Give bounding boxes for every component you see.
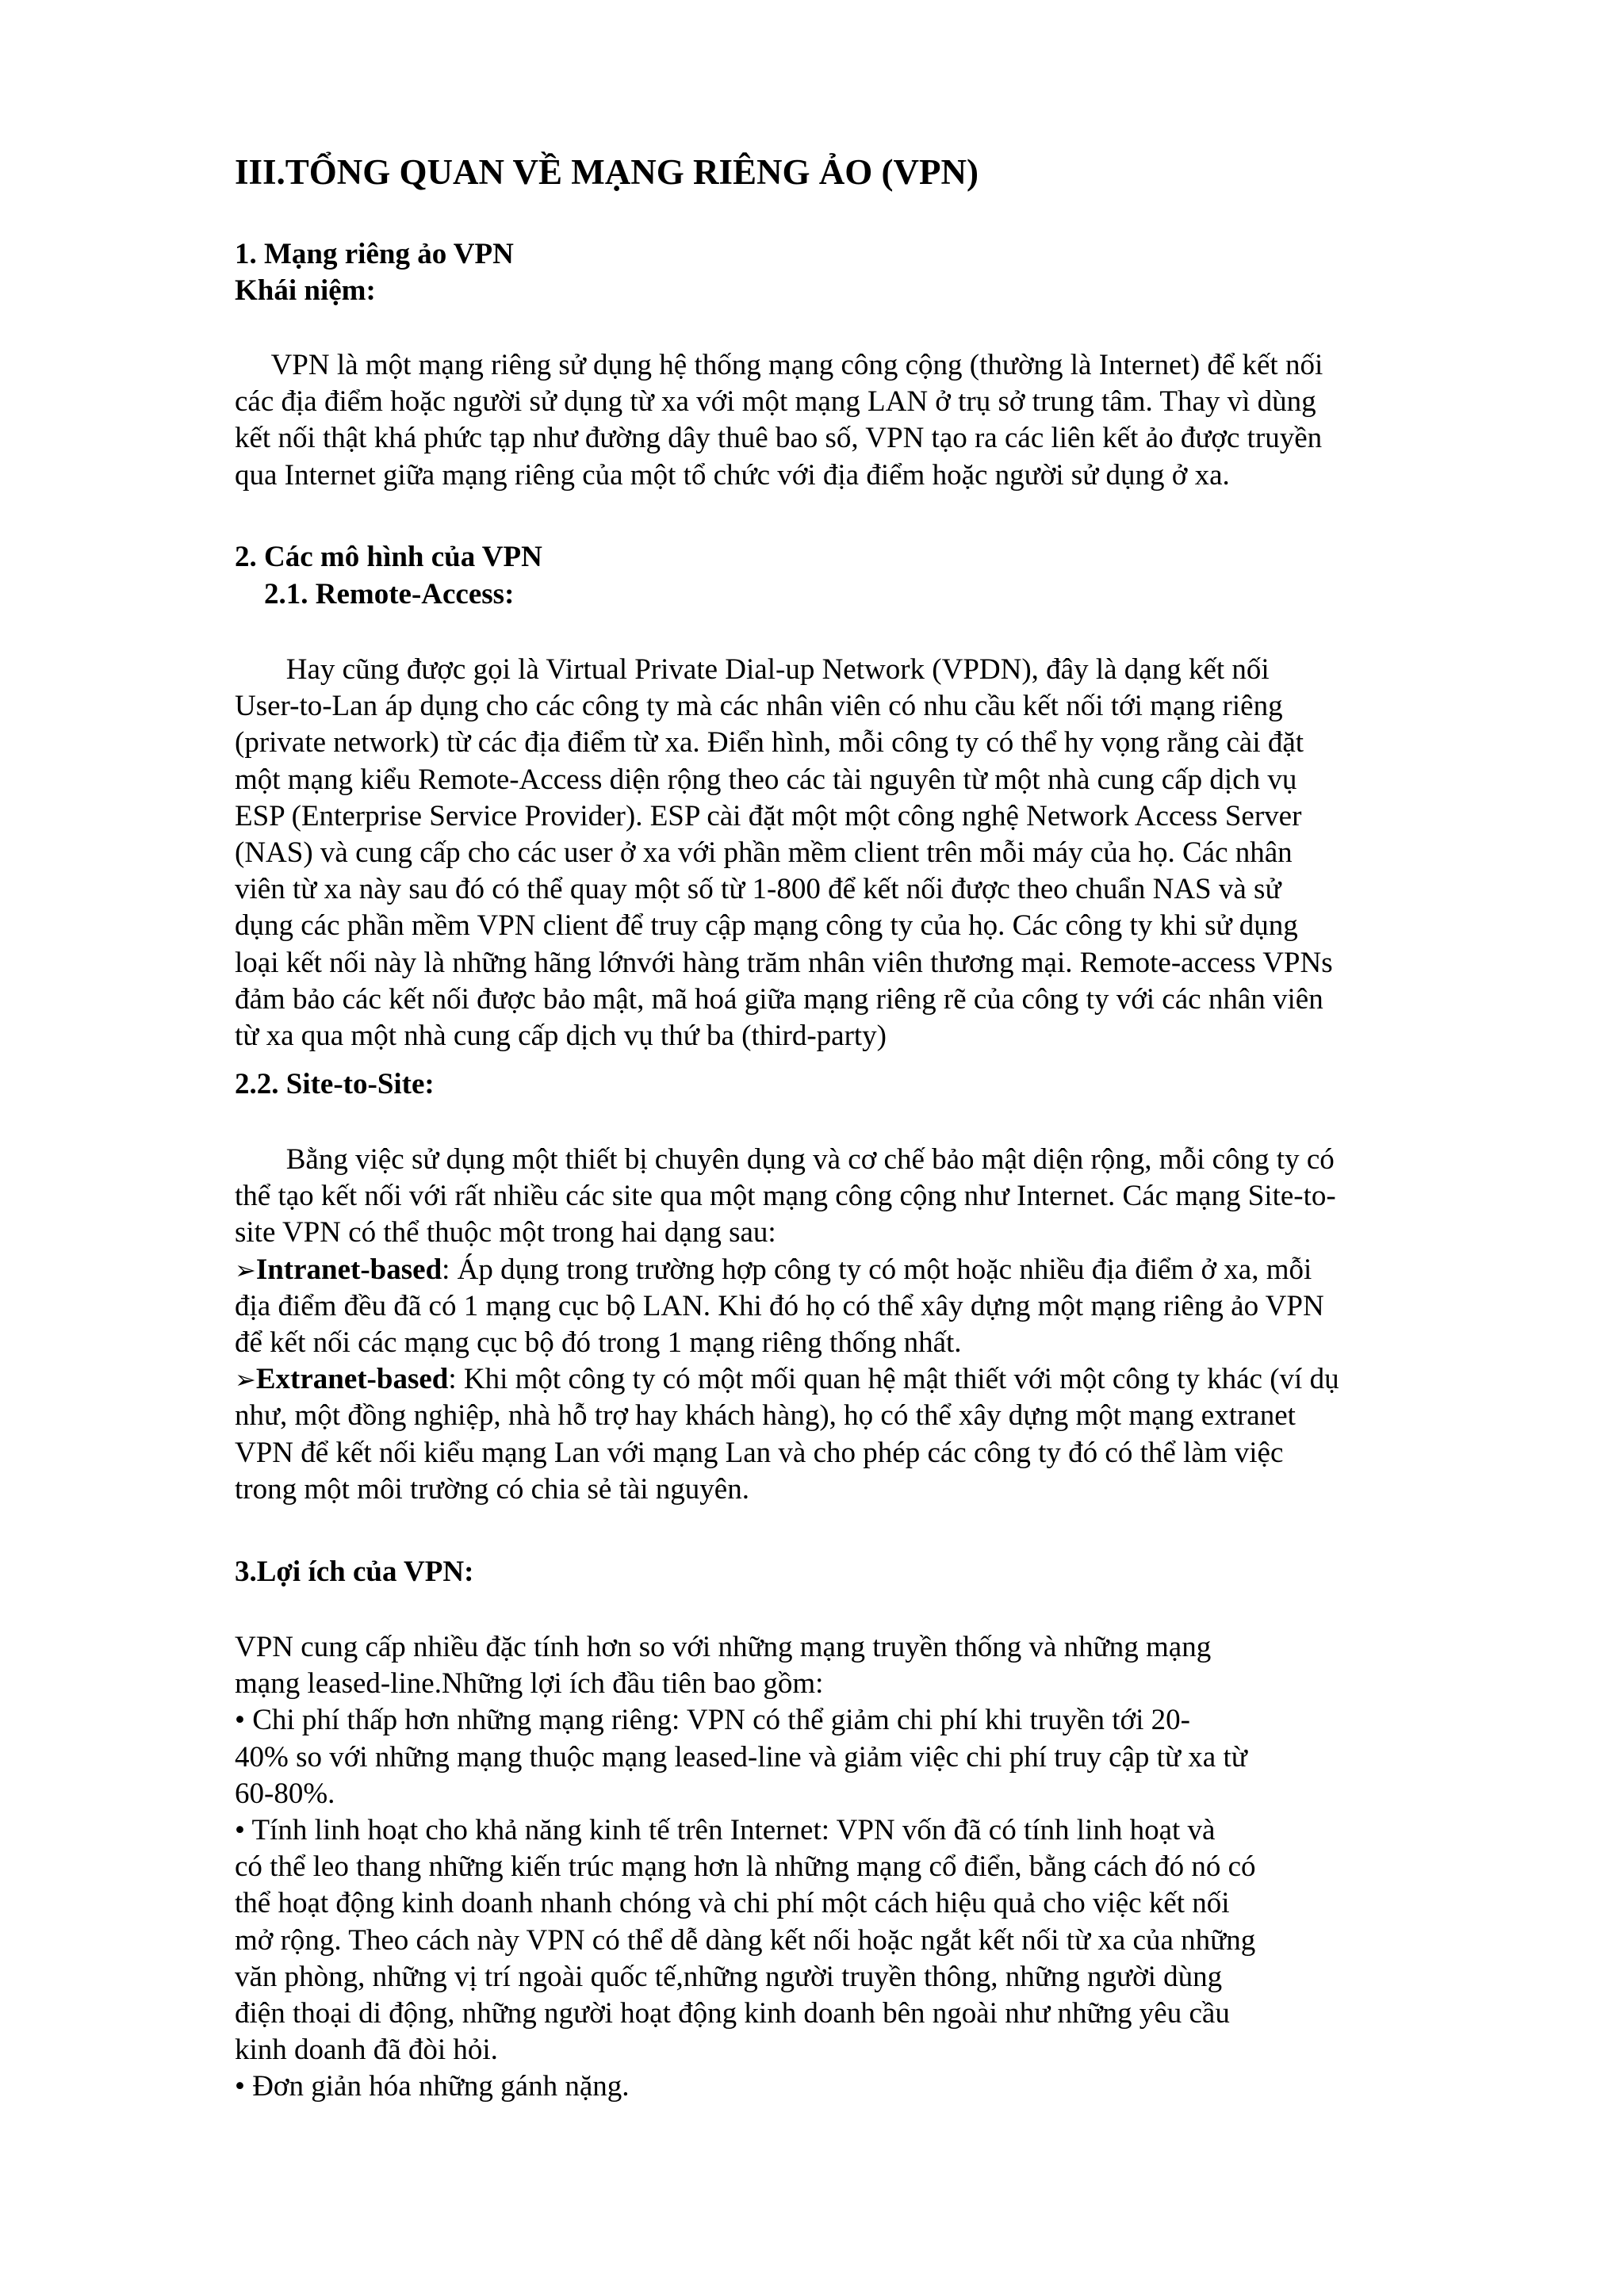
document-title: III.TỔNG QUAN VỀ MẠNG RIÊNG ẢO (VPN) <box>235 152 979 192</box>
text-line: Hay cũng được gọi là Virtual Private Dial-up Network (VPDN), đây là dạng kết nối <box>235 653 1270 686</box>
text-line: ESP (Enterprise Service Provider). ESP cài đặt một một công nghệ Network Access Server <box>235 799 1302 832</box>
text-line: site VPN có thể thuộc một trong hai dạng sau: <box>235 1216 776 1249</box>
text-line: User-to-Lan áp dụng cho các công ty mà các nhân viên có nhu cầu kết nối tới mạng riêng <box>235 690 1283 723</box>
text-line: kinh doanh đã đòi hỏi. <box>235 2034 498 2067</box>
text-line: để kết nối các mạng cục bộ đó trong 1 mạng riêng thống nhất. <box>235 1326 962 1360</box>
text-line: một mạng kiểu Remote-Access diện rộng theo các tài nguyên từ một nhà cung cấp dịch vụ <box>235 763 1297 796</box>
text-line: các địa điểm hoặc người sử dụng từ xa với một mạng LAN ở trụ sở trung tâm. Thay vì dùng <box>235 385 1316 419</box>
section-1-heading: 1. Mạng riêng ảo VPN <box>235 238 514 270</box>
extranet-bullet-first-line <box>235 1361 1472 1398</box>
text-line: • Tính linh hoạt cho khả năng kinh tế trên Internet: VPN vốn đã có tính linh hoạt và <box>235 1814 1216 1847</box>
text-line: 60-80%. <box>235 1777 335 1810</box>
section-2-1-heading: 2.1. Remote-Access: <box>264 578 515 610</box>
intranet-bullet-first-line <box>235 1252 1472 1288</box>
text-line: văn phòng, những vị trí ngoài quốc tế,những người truyền thông, những người dùng <box>235 1960 1223 1993</box>
text-line: trong một môi trường có chia sẻ tài nguyên. <box>235 1472 749 1506</box>
benefits-paragraph <box>235 1629 1472 2106</box>
text-line: qua Internet giữa mạng riêng của một tổ chức với địa điểm hoặc người sử dụng ở xa. <box>235 458 1230 492</box>
text-line: viên từ xa này sau đó có thể quay một số từ 1-800 để kết nối được theo chuẩn NAS và sử <box>235 873 1281 906</box>
text-line: kết nối thật khá phức tạp như đường dây thuê bao số, VPN tạo ra các liên kết ảo được truyền <box>235 422 1323 455</box>
text-line: đảm bảo các kết nối được bảo mật, mã hoá giữa mạng riêng rẽ của công ty với các nhân viên <box>235 982 1323 1016</box>
arrow-bullet-icon: ➢ <box>235 1364 256 1395</box>
extranet-term: Extranet-based <box>255 1363 449 1396</box>
text-line: (private network) từ các địa điểm từ xa. Điển hình, mỗi công ty có thể hy vọng rằng cài đặt <box>235 726 1304 760</box>
text-line: mạng leased-line.Những lợi ích đầu tiên bao gồm: <box>235 1667 824 1701</box>
text-line: có thể leo thang những kiến trúc mạng hơn là những mạng cổ điển, bằng cách đó nó có <box>235 1850 1256 1884</box>
text-line: dụng các phần mềm VPN client để truy cập mạng công ty của họ. Các công ty khi sử dụng <box>235 909 1298 943</box>
text-line: thể tạo kết nối với rất nhiều các site qua một mạng công cộng như Internet. Các mạng Site-to- <box>235 1180 1336 1213</box>
text-line: địa điểm đều đã có 1 mạng cục bộ LAN. Khi đó họ có thể xây dựng một mạng riêng ảo VPN <box>235 1289 1324 1322</box>
concept-subheading: Khái niệm: <box>235 274 376 307</box>
text-line: loại kết nối này là những hãng lớnvới hàng trăm nhân viên thương mại. Remote-access VPNs <box>235 946 1333 979</box>
text-line: thể hoạt động kinh doanh nhanh chóng và chi phí một cách hiệu quả cho việc kết nối <box>235 1887 1230 1920</box>
concept-paragraph <box>235 347 1472 494</box>
remote-access-paragraph <box>235 652 1472 1054</box>
text-line: Bằng việc sử dụng một thiết bị chuyên dụng và cơ chế bảo mật diện rộng, mỗi công ty có <box>235 1143 1335 1176</box>
text-line: 40% so với những mạng thuộc mạng leased-line và giảm việc chi phí truy cập từ xa từ <box>235 1740 1247 1774</box>
section-2-heading: 2. Các mô hình của VPN <box>235 541 542 573</box>
extranet-text: : Khi một công ty có một mối quan hệ mật thiết với một công ty khác (ví dụ <box>448 1363 1339 1396</box>
text-line: VPN để kết nối kiểu mạng Lan với mạng Lan và cho phép các công ty đó có thể làm việc <box>235 1436 1284 1469</box>
text-line: • Chi phí thấp hơn những mạng riêng: VPN có thể giảm chi phí khi truyền tới 20- <box>235 1704 1190 1737</box>
section-2-2-heading: 2.2. Site-to-Site: <box>235 1068 435 1100</box>
section-3-heading: 3.Lợi ích của VPN: <box>235 1556 474 1588</box>
site-to-site-paragraph <box>235 1142 1472 1508</box>
intranet-term: Intranet-based <box>255 1253 442 1286</box>
text-line: (NAS) và cung cấp cho các user ở xa với phần mềm client trên mỗi máy của họ. Các nhân <box>235 836 1293 870</box>
text-line: • Đơn giản hóa những gánh nặng. <box>235 2070 630 2103</box>
text-line: VPN cung cấp nhiều đặc tính hơn so với những mạng truyền thống và những mạng <box>235 1631 1212 1663</box>
text-line: điện thoại di động, những người hoạt động kinh doanh bên ngoài như những yêu cầu <box>235 1997 1230 2030</box>
arrow-bullet-icon: ➢ <box>235 1254 256 1285</box>
text-line: như, một đồng nghiệp, nhà hỗ trợ hay khách hàng), họ có thể xây dựng một mạng extranet <box>235 1399 1296 1433</box>
text-line: mở rộng. Theo cách này VPN có thể dễ dàng kết nối hoặc ngắt kết nối từ xa của những <box>235 1923 1256 1957</box>
text-line: VPN là một mạng riêng sử dụng hệ thống mạng công cộng (thường là Internet) để kết nối <box>235 349 1323 381</box>
intranet-text: : Áp dụng trong trường hợp công ty có một hoặc nhiều địa điểm ở xa, mỗi <box>442 1253 1312 1286</box>
text-line: từ xa qua một nhà cung cấp dịch vụ thứ ba (third-party) <box>235 1020 887 1053</box>
